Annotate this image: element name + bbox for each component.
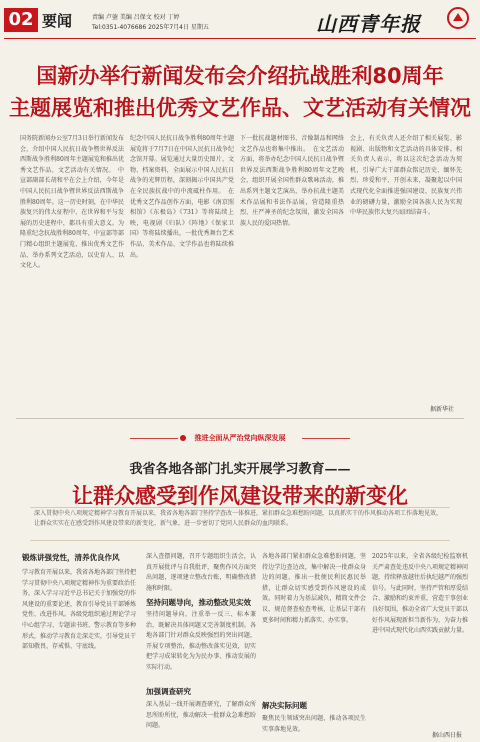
page-number: 02 bbox=[4, 8, 38, 32]
header-rule bbox=[4, 38, 476, 39]
article2-column-4: 2025年以来，全省各级纪检监察机关严肃查处违反中央八项规定精神问题，持续释放越往后执纪越严的强烈信号。与此同时，坚持严管和厚爱结合、激励和约束并重，营造干事创业良好氛围，推动全省广大党员干部以好作风展现新担当新作为，为奋力推进中国式现代化山西实践贡献力量。 bbox=[372, 553, 468, 635]
article2-subhead-2: 坚持问题导向，推动整改见实效 bbox=[146, 598, 251, 607]
article2-subhead-1: 锻炼讲强党性，清养优良作风 bbox=[22, 553, 120, 562]
article2-column-2-top: 深入查摆问题，召开专题组织生活会，认真开展批评与自我批评，聚焦作风方面突出问题，逐项建立整改台账，明确整改措施和时限。 bbox=[146, 553, 256, 592]
article2-kicker: 我省各地各部门扎实开展学习教育—— bbox=[129, 462, 351, 477]
contact-date: Tel:0351-4076686 2025年7月4日 星期五 bbox=[92, 24, 209, 31]
section-divider bbox=[16, 418, 464, 419]
article1-column-3: 下一批抗战题材图书、音像制品和网络文艺作品也将集中推出。 在文艺活动方面，将举办纪念中国人民抗日战争暨世界反法西斯战争胜利80周年文艺晚会，组织开展全国性群众歌咏活动，推出系列主题文艺演出，举办抗战主题美术作品展和书法作品展，营造隆重热烈、庄严神圣的纪念氛围，激发全国各族人民的爱国热情。 bbox=[240, 135, 344, 227]
article2-source: 据山西日报 bbox=[432, 732, 463, 739]
topic-banner: 推进全面从严治党向纵深发展 bbox=[194, 434, 286, 442]
article2-column-2-mid: 坚持问题导向，注重举一反三、标本兼治，既解决具体问题又完善制度机制。各地各部门针对群众反映强烈的突出问题，开展专项整治，推动整改落实见效，切实把学习成果转化为为民办事、推动发展的实际行动。 bbox=[146, 611, 256, 671]
article2-column-3-bottom: 聚焦民生领域突出问题，推动各项民生实事落地见效。 bbox=[262, 715, 366, 733]
newspaper-logo-icon bbox=[446, 6, 470, 30]
article2-column-3-top: 各地各部门紧扣群众急难愁盼问题，坚持边学边查边改，集中解决一批群众身边的问题，推出一批便民利民惠民举措，让群众切实感受到作风建设的成效。同时着力为基层减负，精简文件会议，规范督查检查考核，让基层干部有更多时间和精力抓落实、办实事。 bbox=[262, 553, 366, 624]
article2-column-1: 学习教育开展以来，我省各地各部门坚持把学习贯彻中央八项规定精神作为重要政治任务，深入学习习近平总书记关于加强党的作风建设的重要论述，教育引导党员干部锤炼党性、改进作风。各级党组织通过理论学习中心组学习、专题读书班、警示教育等多种形式，推动学习教育走深走实，引导党员干部知敬畏、存戒惧、守底线。 bbox=[22, 569, 136, 651]
banner-line-right bbox=[302, 438, 350, 439]
article2-subhead-4: 解决实际问题 bbox=[262, 701, 307, 710]
article2-lead: 深入贯彻中央八项规定精神学习教育开展以来，我省各地各部门坚持学查改一体推进，紧扣群众急难愁盼问题，以真抓实干的作风推动各项工作落地见效，让群众实实在在感受到作风建设带来的新变化、新气象，进一步密切了党同人民群众的血肉联系。 bbox=[34, 510, 443, 527]
article2-subhead-3: 加强调查研究 bbox=[146, 687, 191, 696]
article2-headline: 让群众感受到作风建设带来的新变化 bbox=[72, 484, 408, 508]
section-title: 要闻 bbox=[42, 12, 73, 30]
article1-source: 据新华社 bbox=[430, 406, 455, 413]
article1-headline-line1: 国新办举行新闻发布会介绍抗战胜利80周年 bbox=[36, 64, 444, 88]
article1-column-4: 会上，有关负责人还介绍了相关展览、影视剧、出版物和文艺活动的具体安排。相关负责人表示，将以这次纪念活动为契机，引导广大干部群众铭记历史、缅怀先烈、珍爱和平、开创未来，凝聚起以中国式现代化全面推进强国建设、民族复兴伟业的磅礴力量，激励全国各族人民为实现中华民族伟大复兴而团结奋斗。 bbox=[350, 135, 462, 217]
banner-line-left bbox=[130, 438, 178, 439]
editor-credits: 责编 卢蓥 美编 吕保文 校对 丁婷 bbox=[92, 14, 180, 21]
newspaper-brand: 山西青年报 bbox=[316, 12, 421, 36]
article2-column-2-bottom: 深入基层一线开展调查研究，了解群众所思所盼所忧，推动解决一批群众急难愁盼问题。 bbox=[146, 701, 256, 730]
article1-headline-line2: 主题展览和推出优秀文艺作品、文艺活动有关情况 bbox=[9, 96, 471, 120]
masthead bbox=[0, 0, 480, 40]
article1-column-2: 纪念中国人民抗日战争胜利80周年主题展览将于7月7日在中国人民抗日战争纪念馆开幕。展览通过大量历史图片、文物、档案资料，全面展示中国人民抗日战争的光辉历程，深刻揭示中国共产党在全民族抗战中的中流砥柱作用。 在优秀文艺作品创作方面，电影《南京照相馆》《东极岛》《731》等将陆续上映，电视剧《归队》《阵地》《保家卫国》等将陆续播出，一批优秀舞台艺术作品、美术作品、文学作品也将陆续推出。 bbox=[130, 135, 234, 259]
article1-column-1: 国务院新闻办公室7月3日举行新闻发布会，介绍中国人民抗日战争暨世界反法西斯战争胜利80周年主题展览和推出优秀文艺作品、文艺活动有关情况。 中宣部副部长胡和平在会上介绍，今年是中国人民抗日战争暨世界反法西斯战争胜利80周年。这一历史时刻，在中华民族复兴的伟大征程中、在世界和平与发展的历史进程中，都具有重大意义。为隆重纪念抗战胜利80周年，中宣部等部门精心组织主题展览、推出优秀文艺作品、举办系列文艺活动，以史育人、以文化人。 bbox=[20, 135, 124, 270]
